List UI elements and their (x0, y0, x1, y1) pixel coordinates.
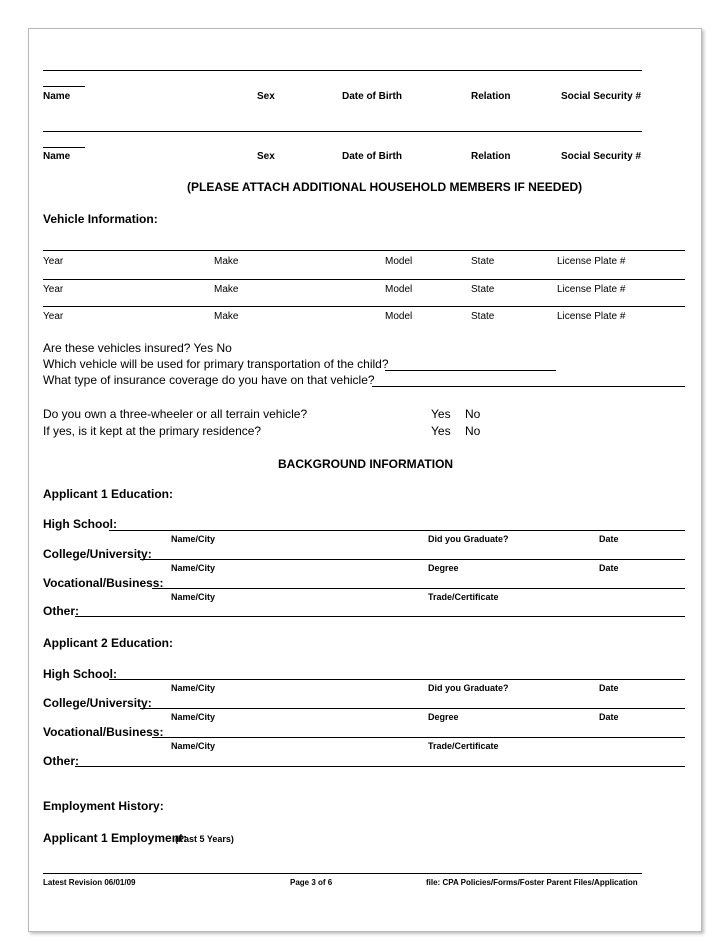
q-primary: Which vehicle will be used for primary transportation of the child? (43, 357, 389, 371)
trade-label: Trade/Certificate (428, 741, 499, 751)
coverage-field[interactable] (372, 386, 685, 387)
col-year: Year (43, 311, 64, 322)
highschool-field[interactable] (109, 679, 685, 680)
applicant1-employment-note: (Past 5 Years) (175, 834, 234, 844)
background-heading: BACKGROUND INFORMATION (278, 457, 454, 471)
date-label: Date (599, 712, 619, 722)
form-page (28, 28, 702, 932)
col-sex: Sex (257, 151, 275, 162)
college-label: College/University: (43, 696, 152, 710)
name-city-label: Name/City (171, 563, 216, 573)
date-label: Date (599, 683, 619, 693)
col-ssn: Social Security # (561, 91, 642, 102)
vocational-label: Vocational/Business: (43, 725, 164, 739)
vocational-field[interactable] (152, 588, 685, 589)
applicant2-education-heading: Applicant 2 Education: (43, 636, 174, 650)
date-label: Date (599, 534, 619, 544)
atv-no[interactable]: No (465, 407, 481, 421)
primary-vehicle-field[interactable] (385, 370, 556, 371)
highschool-label: High School: (43, 667, 117, 681)
vehicle-heading: Vehicle Information: (43, 212, 158, 226)
name-city-label: Name/City (171, 592, 216, 602)
col-year: Year (43, 256, 64, 267)
col-model: Model (385, 311, 413, 322)
q-coverage: What type of insurance coverage do you have on that vehicle? (43, 373, 375, 387)
applicant1-employment-label: Applicant 1 Employment: (43, 831, 188, 845)
other-field[interactable] (75, 766, 685, 767)
col-year: Year (43, 284, 64, 295)
col-make: Make (214, 311, 239, 322)
vocational-field[interactable] (152, 737, 685, 738)
atv-yes[interactable]: Yes (431, 407, 451, 421)
col-make: Make (214, 284, 239, 295)
graduate-label: Did you Graduate? (428, 534, 509, 544)
col-relation: Relation (471, 91, 511, 102)
footer-rule (43, 873, 642, 874)
employment-heading: Employment History: (43, 799, 164, 813)
degree-label: Degree (428, 563, 459, 573)
name-city-label: Name/City (171, 534, 216, 544)
other-label: Other: (43, 754, 79, 768)
col-sex: Sex (257, 91, 275, 102)
name-city-label: Name/City (171, 712, 216, 722)
applicant1-education-heading: Applicant 1 Education: (43, 487, 174, 501)
q-kept: If yes, is it kept at the primary residence? (43, 424, 262, 438)
vocational-label: Vocational/Business: (43, 576, 164, 590)
highschool-label: High School: (43, 517, 117, 531)
col-state: State (471, 256, 495, 267)
college-label: College/University: (43, 547, 152, 561)
kept-yes[interactable]: Yes (431, 424, 451, 438)
household-line-1-wrap (43, 86, 85, 87)
date-label: Date (599, 563, 619, 573)
kept-no[interactable]: No (465, 424, 481, 438)
col-state: State (471, 311, 495, 322)
name-city-label: Name/City (171, 741, 216, 751)
vehicle-line-1 (43, 250, 685, 251)
footer-file: file: CPA Policies/Forms/Foster Parent Files/Application (426, 878, 638, 887)
name-city-label: Name/City (171, 683, 216, 693)
q-insured: Are these vehicles insured? Yes No (43, 341, 232, 355)
highschool-field[interactable] (109, 530, 685, 531)
household-line-2-wrap (43, 147, 85, 148)
col-plate: License Plate # (557, 311, 626, 322)
col-ssn: Social Security # (561, 151, 642, 162)
col-plate: License Plate # (557, 284, 626, 295)
college-field[interactable] (140, 708, 685, 709)
attach-note: (PLEASE ATTACH ADDITIONAL HOUSEHOLD MEMBERS IF NEEDED) (187, 180, 583, 194)
footer-revision: Latest Revision 06/01/09 (43, 878, 136, 887)
degree-label: Degree (428, 712, 459, 722)
col-relation: Relation (471, 151, 511, 162)
footer-page: Page 3 of 6 (290, 878, 333, 887)
col-plate: License Plate # (557, 256, 626, 267)
q-atv: Do you own a three-wheeler or all terrain vehicle? (43, 407, 308, 421)
vehicle-line-2 (43, 279, 685, 280)
household-line-2 (43, 131, 642, 132)
household-line-1 (43, 70, 642, 71)
col-model: Model (385, 256, 413, 267)
college-field[interactable] (140, 559, 685, 560)
col-dob: Date of Birth (342, 91, 402, 102)
col-state: State (471, 284, 495, 295)
col-name: Name (43, 151, 71, 162)
trade-label: Trade/Certificate (428, 592, 499, 602)
col-dob: Date of Birth (342, 151, 402, 162)
col-name: Name (43, 91, 71, 102)
graduate-label: Did you Graduate? (428, 683, 509, 693)
other-label: Other: (43, 604, 79, 618)
col-make: Make (214, 256, 239, 267)
vehicle-line-3 (43, 306, 685, 307)
col-model: Model (385, 284, 413, 295)
other-field[interactable] (75, 616, 685, 617)
